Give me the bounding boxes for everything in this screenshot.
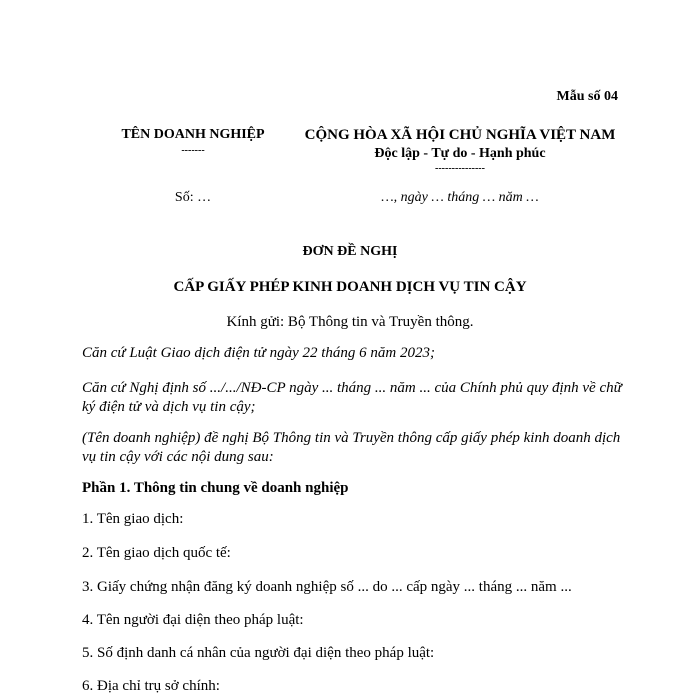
legal-basis-law: Căn cứ Luật Giao dịch điện tử ngày 22 tháng 6 năm 2023; (82, 345, 436, 361)
list-item: 2. Tên giao dịch quốc tế: (82, 545, 231, 561)
recipient-line: Kính gửi: Bộ Thông tin và Truyền thông. (226, 314, 474, 330)
republic-motto: Độc lập - Tự do - Hạnh phúc (374, 146, 546, 161)
republic-title: CỘNG HÒA XÃ HỘI CHỦ NGHĨA VIỆT NAM (304, 127, 616, 143)
section-heading: Phần 1. Thông tin chung về doanh nghiệp (82, 480, 349, 496)
company-name: TÊN DOANH NGHIỆP (121, 127, 265, 142)
company-separator: ------- (181, 145, 205, 156)
national-header (295, 127, 625, 175)
company-header (108, 127, 278, 157)
list-item: 1. Tên giao dịch: (82, 511, 184, 527)
list-item: 3. Giấy chứng nhận đăng ký doanh nghiệp số ... do ... cấp ngày ... tháng ... năm ... (82, 579, 572, 595)
legal-basis-decree: Căn cứ Nghị định số .../.../NĐ-CP ngày ... tháng ... năm ... của Chính phủ quy định về chữ ký điện tử và dịch vụ tin cậy; (82, 380, 622, 415)
list-item: 5. Số định danh cá nhân của người đại diện theo pháp luật: (82, 645, 435, 661)
date-line: …, ngày … tháng … năm … (381, 190, 539, 205)
form-number: Mẫu số 04 (556, 89, 618, 104)
request-statement: (Tên doanh nghiệp) đề nghị Bộ Thông tin và Truyền thông cấp giấy phép kinh doanh dịch vụ tin cậy với các nội dung sau: (82, 430, 621, 465)
republic-separator: --------------- (435, 163, 485, 174)
document-subtitle: CẤP GIẤY PHÉP KINH DOANH DỊCH VỤ TIN CẬY (173, 279, 527, 295)
document-number: Số: … (174, 190, 212, 205)
document-title: ĐƠN ĐỀ NGHỊ (302, 244, 398, 259)
list-item: 6. Địa chỉ trụ sở chính: (82, 678, 220, 694)
list-item: 4. Tên người đại diện theo pháp luật: (82, 612, 304, 628)
